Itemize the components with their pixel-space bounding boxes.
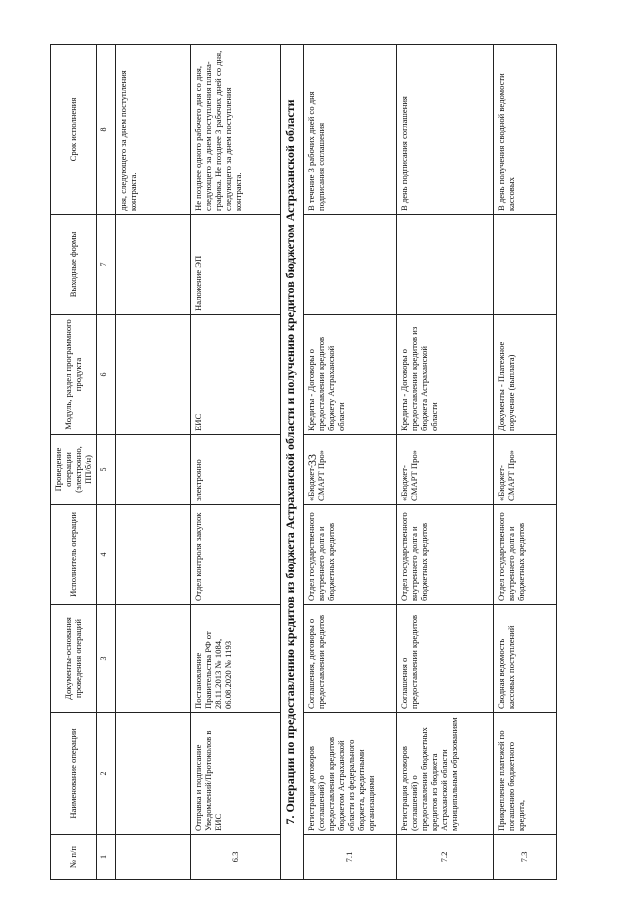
executor: Отдел государственного внутреннего долга и бюджетных кредитов	[303, 505, 396, 605]
header-cell: Модуль, раздел программного продукта	[51, 315, 97, 435]
column-number: 6	[96, 315, 115, 435]
column-number-row	[96, 45, 115, 880]
output-forms	[303, 215, 396, 315]
deadline-cell: В день подписания соглашения	[396, 45, 493, 215]
section-row	[280, 45, 303, 880]
operations-table	[50, 44, 557, 880]
row-number: 7.1	[303, 835, 396, 880]
execution-mode: «Бюджет-СМАРТ Про»	[303, 435, 396, 505]
column-number: 8	[96, 45, 115, 215]
basis-documents: Соглашения, договоры о предоставлении кредитов	[303, 605, 396, 713]
table-row	[115, 45, 190, 880]
deadline-cell: дня, следующего за днем поступления контракта.	[115, 45, 190, 215]
executor: Отдел государственного внутреннего долга и бюджетных кредитов	[396, 505, 493, 605]
execution-mode: «Бюджет-СМАРТ Про»	[396, 435, 493, 505]
table-row	[396, 45, 493, 880]
output-forms	[396, 215, 493, 315]
header-row	[51, 45, 97, 880]
header-cell: № п/п	[51, 835, 97, 880]
output-forms: Наложение ЭП	[190, 215, 280, 315]
operation-name: Регистрация договоров (соглашений) о предоставлении кредитов бюджетом Астраханской области из федерального бюджета, кредитными организациями	[303, 713, 396, 835]
operation-name: Отправка и подписание Уведомлений/Протоколов в ЕИС	[190, 713, 280, 835]
executor: Отдел контроля закупок	[190, 505, 280, 605]
table-row	[190, 45, 280, 880]
deadline-cell: Не позднее одного рабочего дня со дня, следующего за днем поступления плана-графика. Не позднее 3 рабочих дней со дня, следующего за днем поступления контракта.	[190, 45, 280, 215]
table-row	[303, 45, 396, 880]
header-cell: Исполнитель операции	[51, 505, 97, 605]
deadline-cell: В день получения сводной ведомости кассовых	[493, 45, 556, 215]
column-number: 3	[96, 605, 115, 713]
rotated-page	[50, 45, 615, 880]
header-cell: Наименование операции	[51, 713, 97, 835]
software-module: Кредиты - Договоры о предоставлении кредитов бюджету Астраханской области	[303, 315, 396, 435]
software-module: Кредиты - Договоры о предоставлении кредитов из бюджета Астраханской области	[396, 315, 493, 435]
operation-name: Прикрепление платежей по погашению бюджетного кредита,	[493, 713, 556, 835]
row-number: 7.2	[396, 835, 493, 880]
column-number: 5	[96, 435, 115, 505]
column-number: 4	[96, 505, 115, 605]
column-number: 2	[96, 713, 115, 835]
header-cell: Срок исполнения	[51, 45, 97, 215]
output-forms	[493, 215, 556, 315]
deadline-cell: В течение 3 рабочих дней со дня подписания соглашения	[303, 45, 396, 215]
basis-documents: Постановление Правительства РФ от 28.11.2013 № 1084, 06.08.2020 № 1193	[190, 605, 280, 713]
software-module: Документы - Платежное поручение (выплата)	[493, 315, 556, 435]
table-row	[493, 45, 556, 880]
basis-documents: Соглашения о предоставлении кредитов	[396, 605, 493, 713]
header-cell: Проведение операции (электронно, ПП/б/н)	[51, 435, 97, 505]
row-number: 6.3	[190, 835, 280, 880]
executor: Отдел государственного внутреннего долга и бюджетных кредитов	[493, 505, 556, 605]
row-number: 7.3	[493, 835, 556, 880]
execution-mode: «Бюджет-СМАРТ Про»	[493, 435, 556, 505]
section-title: 7. Операции по предоставлению кредитов из бюджета Астраханской области и получению кредитов бюджетом Астраханской области	[280, 45, 303, 880]
header-cell: Документы-основания проведения операций	[51, 605, 97, 713]
page-number: 33	[305, 454, 319, 466]
column-number: 1	[96, 835, 115, 880]
header-cell: Выходные формы	[51, 215, 97, 315]
execution-mode: электронно	[190, 435, 280, 505]
column-number: 7	[96, 215, 115, 315]
operation-name: Регистрация договоров (соглашений) о предоставлении бюджетных кредитов из бюджета Астраханской области муниципальным образованиям	[396, 713, 493, 835]
software-module: ЕИС	[190, 315, 280, 435]
basis-documents: Сводная ведомость кассовых поступлений	[493, 605, 556, 713]
